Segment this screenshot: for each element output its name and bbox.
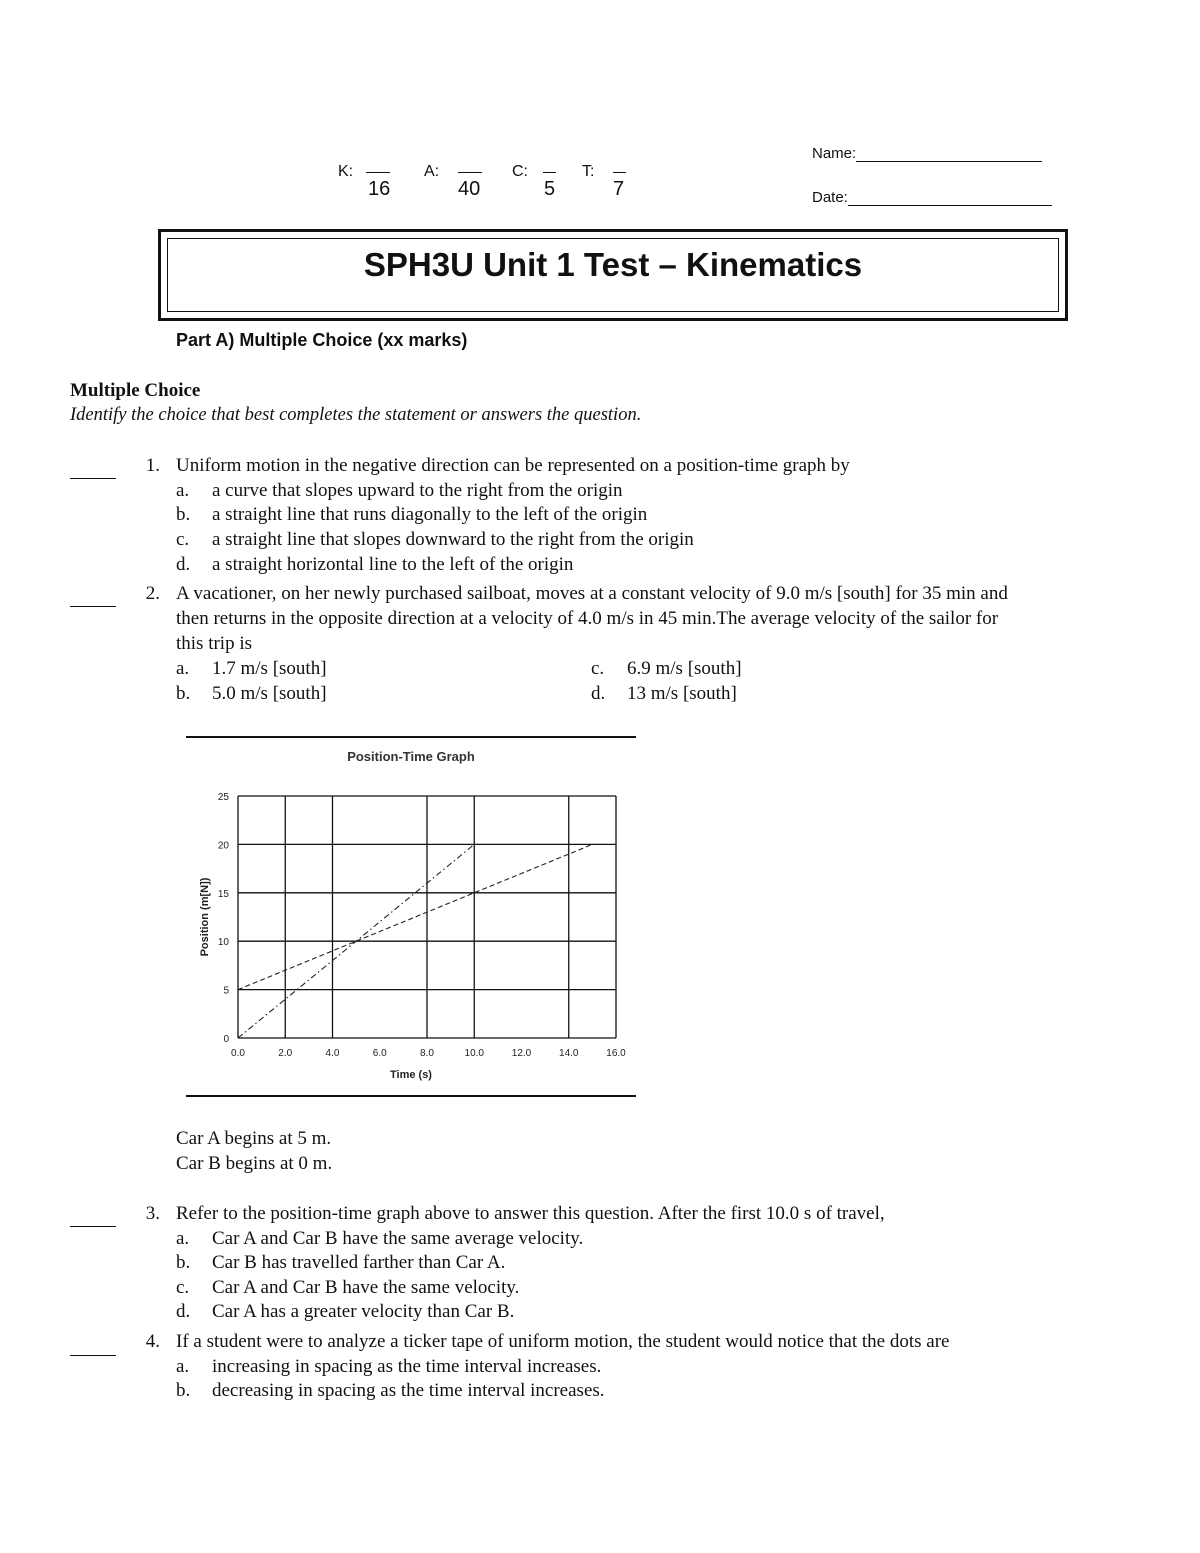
score-c-total: 5 — [544, 178, 556, 200]
score-a-bar — [458, 172, 482, 173]
option-letter: d. — [176, 1301, 191, 1322]
y-tick-label: 10 — [217, 937, 229, 949]
option-letter: a. — [176, 1228, 190, 1249]
option-text: a curve that slopes upward to the right from the origin — [212, 480, 623, 501]
score-k-bar — [366, 172, 390, 173]
score-t-bar — [613, 172, 626, 173]
name-label: Name: — [812, 145, 857, 162]
date-line[interactable] — [848, 189, 1052, 206]
option-letter: b. — [176, 683, 191, 704]
title-box — [158, 229, 1068, 321]
name-line[interactable] — [856, 145, 1042, 162]
option-letter: c. — [176, 529, 190, 550]
question-number: 3. — [145, 1203, 160, 1224]
option-letter: c. — [176, 1277, 190, 1298]
option-text: Car A and Car B have the same velocity. — [212, 1277, 520, 1298]
score-c-bar — [543, 172, 556, 173]
option-text: 13 m/s [south] — [627, 683, 737, 704]
option-text: 1.7 m/s [south] — [212, 658, 327, 679]
question-number: 2. — [145, 583, 160, 604]
section-instructions: Identify the choice that best completes the statement or answers the question. — [70, 405, 642, 425]
option-letter: a. — [176, 480, 190, 501]
question-number: 1. — [145, 455, 160, 476]
question-text: Uniform motion in the negative direction can be represented on a position-time graph by — [176, 455, 850, 476]
score-k-label: K: — [338, 163, 354, 180]
x-tick-label: 2.0 — [278, 1048, 293, 1059]
option-letter: c. — [591, 658, 605, 679]
graph-note: Car B begins at 0 m. — [176, 1153, 333, 1174]
y-tick-label: 0 — [223, 1034, 229, 1045]
answer-blank-q1[interactable] — [70, 460, 116, 479]
chart-bottom-rule — [186, 1095, 636, 1097]
answer-blank-q2[interactable] — [70, 588, 116, 607]
score-a-label: A: — [424, 163, 440, 180]
y-tick-label: 25 — [217, 792, 229, 803]
option-letter: d. — [176, 554, 191, 575]
option-text: Car A has a greater velocity than Car B. — [212, 1301, 515, 1322]
question-text: Refer to the position-time graph above to answer this question. After the first 10.0 s of travel, — [176, 1203, 885, 1224]
score-a-total: 40 — [458, 178, 481, 200]
option-text: a straight horizontal line to the left of the origin — [212, 554, 574, 575]
section-heading: Multiple Choice — [70, 380, 201, 401]
question-text-line: this trip is — [176, 633, 253, 654]
y-tick-label: 5 — [223, 985, 229, 997]
x-tick-label: 6.0 — [372, 1048, 387, 1059]
option-text: 5.0 m/s [south] — [212, 683, 327, 704]
option-letter: a. — [176, 1356, 190, 1377]
date-label: Date: — [812, 189, 848, 206]
y-tick-label: 20 — [217, 840, 229, 852]
y-axis-label: Position (m[N]) — [199, 877, 211, 957]
x-tick-label: 12.0 — [511, 1048, 532, 1059]
option-text: 6.9 m/s [south] — [627, 658, 742, 679]
option-text: decreasing in spacing as the time interval increases. — [212, 1380, 605, 1401]
option-letter: b. — [176, 1380, 191, 1401]
part-a-heading: Part A) Multiple Choice (xx marks) — [176, 330, 468, 350]
option-text: Car B has travelled farther than Car A. — [212, 1252, 506, 1273]
x-tick-label: 10.0 — [464, 1048, 484, 1059]
score-k-total: 16 — [368, 178, 391, 200]
date-field[interactable] — [812, 189, 1052, 206]
question-number: 4. — [145, 1331, 160, 1352]
score-c-label: C: — [512, 163, 528, 180]
x-tick-label: 4.0 — [325, 1048, 340, 1059]
option-letter: d. — [591, 683, 606, 704]
x-axis-label: Time (s) — [390, 1069, 432, 1081]
chart-title: Position-Time Graph — [347, 749, 475, 764]
name-field[interactable] — [812, 145, 1042, 162]
x-tick-label: 8.0 — [420, 1048, 434, 1059]
chart-top-rule — [186, 736, 636, 738]
option-text: increasing in spacing as the time interval increases. — [212, 1356, 602, 1377]
option-text: a straight line that runs diagonally to the left of the origin — [212, 504, 648, 525]
page-title: SPH3U Unit 1 Test – Kinematics — [363, 246, 863, 283]
score-t-total: 7 — [613, 178, 625, 200]
option-letter: a. — [176, 658, 190, 679]
answer-blank-q4[interactable] — [70, 1337, 116, 1356]
position-time-chart — [186, 740, 636, 1094]
option-letter: b. — [176, 1252, 191, 1273]
option-text: Car A and Car B have the same average velocity. — [212, 1228, 584, 1249]
answer-blank-q3[interactable] — [70, 1208, 116, 1227]
score-t-label: T: — [582, 163, 595, 180]
option-text: a straight line that slopes downward to the right from the origin — [212, 529, 694, 550]
y-tick-label: 15 — [217, 888, 229, 900]
x-tick-label: 14.0 — [559, 1048, 579, 1059]
x-tick-label: 0.0 — [231, 1048, 245, 1059]
question-text: If a student were to analyze a ticker tape of uniform motion, the student would notice that the dots are — [176, 1331, 950, 1352]
option-letter: b. — [176, 504, 191, 525]
series-line-car-a — [238, 844, 592, 989]
graph-note: Car A begins at 5 m. — [176, 1128, 332, 1149]
question-text-line: A vacationer, on her newly purchased sailboat, moves at a constant velocity of 9.0 m/s [south] for 35 min and — [176, 583, 1008, 604]
x-tick-label: 16.0 — [606, 1048, 626, 1059]
question-text-line: then returns in the opposite direction at a velocity of 4.0 m/s in 45 min.The average velocity of the sailor for — [176, 608, 999, 629]
